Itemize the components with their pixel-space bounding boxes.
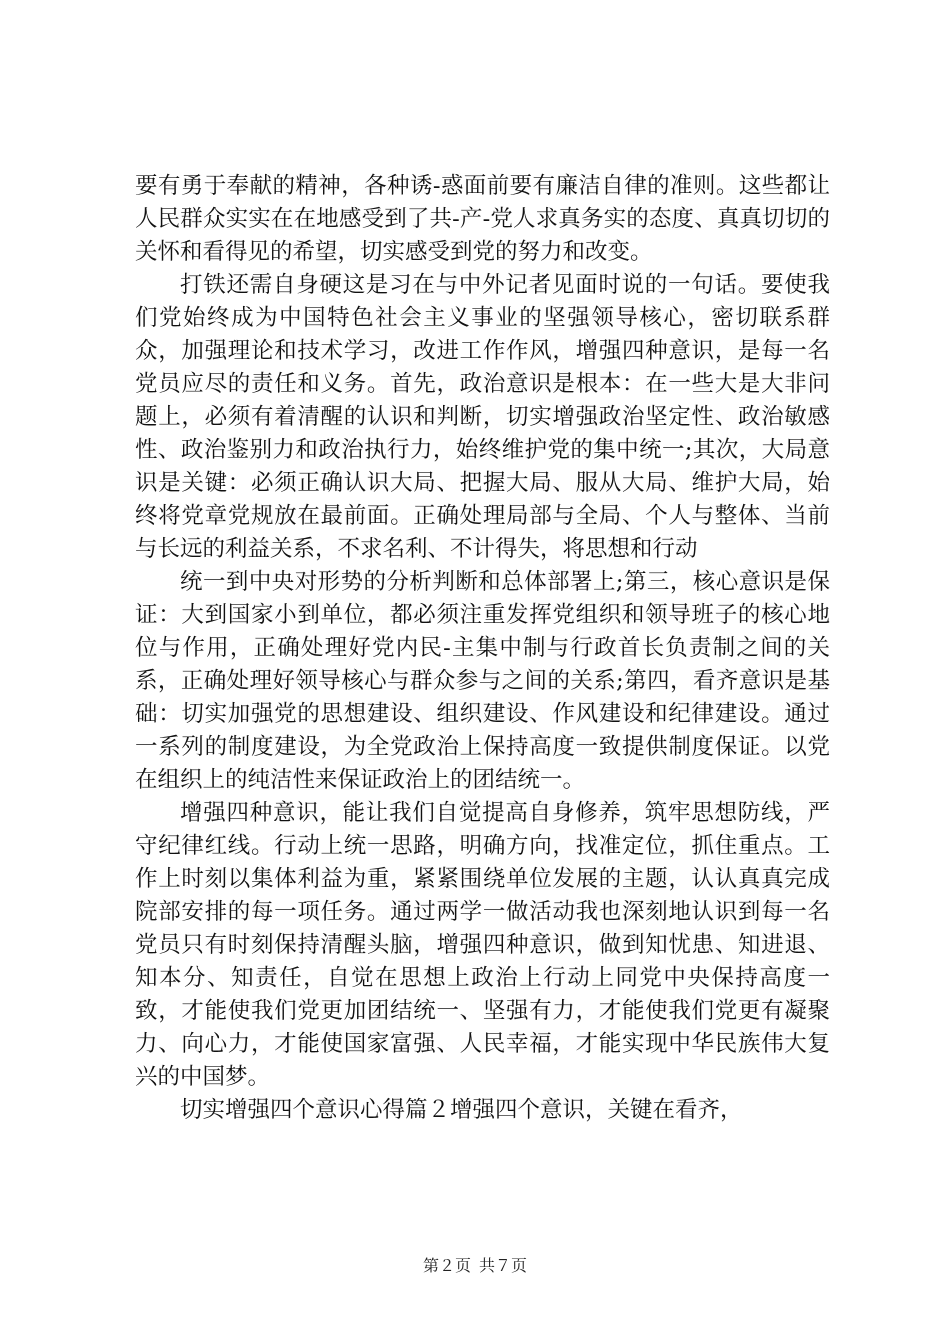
- paragraph-4: 增强四种意识，能让我们自觉提高自身修养，筑牢思想防线，严守纪律红线。行动上统一思路，明确方向，找准定位，抓住重点。工作上时刻以集体利益为重，紧紧围绕单位发展的主题，认认真真完成院部安排的每一项任务。通过两学一做活动我也深刻地认识到每一名党员只有时刻保持清醒头脑，增强四种意识，做到知忧患、知进退、知本分、知责任，自觉在思想上政治上行动上同党中央保持高度一致，才能使我们党更加团结统一、坚强有力，才能使我们党更有凝聚力、向心力，才能使国家富强、人民幸福，才能实现中华民族伟大复兴的中国梦。: [135, 800, 830, 1090]
- page-footer: [0, 1253, 950, 1276]
- page-number: 第２页: [422, 1256, 471, 1275]
- paragraph-5: 切实增强四个意识心得篇２增强四个意识，关键在看齐，: [180, 1097, 743, 1123]
- page-total: 共７页: [479, 1256, 528, 1275]
- paragraph-3: 统一到中央对形势的分析判断和总体部署上;第三，核心意识是保证：大到国家小到单位，都必须注重发挥党组织和领导班子的核心地位与作用，正确处理好党内民-主集中制与行政首长负责制之间的关系，正确处理好领导核心与群众参与之间的关系;第四，看齐意识是基础：切实加强党的思想建设、组织建设、作风建设和纪律建设。通过一系列的制度建设，为全党政治上保持高度一致提供制度保证。以党在组织上的纯洁性来保证政治上的团结统一。: [135, 569, 830, 793]
- paragraph-2: 打铁还需自身硬这是习在与中外记者见面时说的一句话。要使我们党始终成为中国特色社会主义事业的坚强领导核心，密切联系群众，加强理论和技术学习，改进工作作风，增强四种意识，是每一名党员应尽的责任和义务。首先，政治意识是根本：在一些大是大非问题上，必须有着清醒的认识和判断，切实增强政治坚定性、政治敏感性、政治鉴别力和政治执行力，始终维护党的集中统一;其次，大局意识是关键：必须正确认识大局、把握大局、服从大局、维护大局，始终将党章党规放在最前面。正确处理局部与全局、个人与整体、当前与长远的利益关系，不求名利、不计得失，将思想和行动: [135, 272, 830, 562]
- document-body: [135, 170, 830, 1127]
- paragraph-1: 要有勇于奉献的精神，各种诱-惑面前要有廉洁自律的准则。这些都让人民群众实实在在地感受到了共-产-党人求真务实的态度、真真切切的关怀和看得见的希望，切实感受到党的努力和改变。: [135, 173, 830, 265]
